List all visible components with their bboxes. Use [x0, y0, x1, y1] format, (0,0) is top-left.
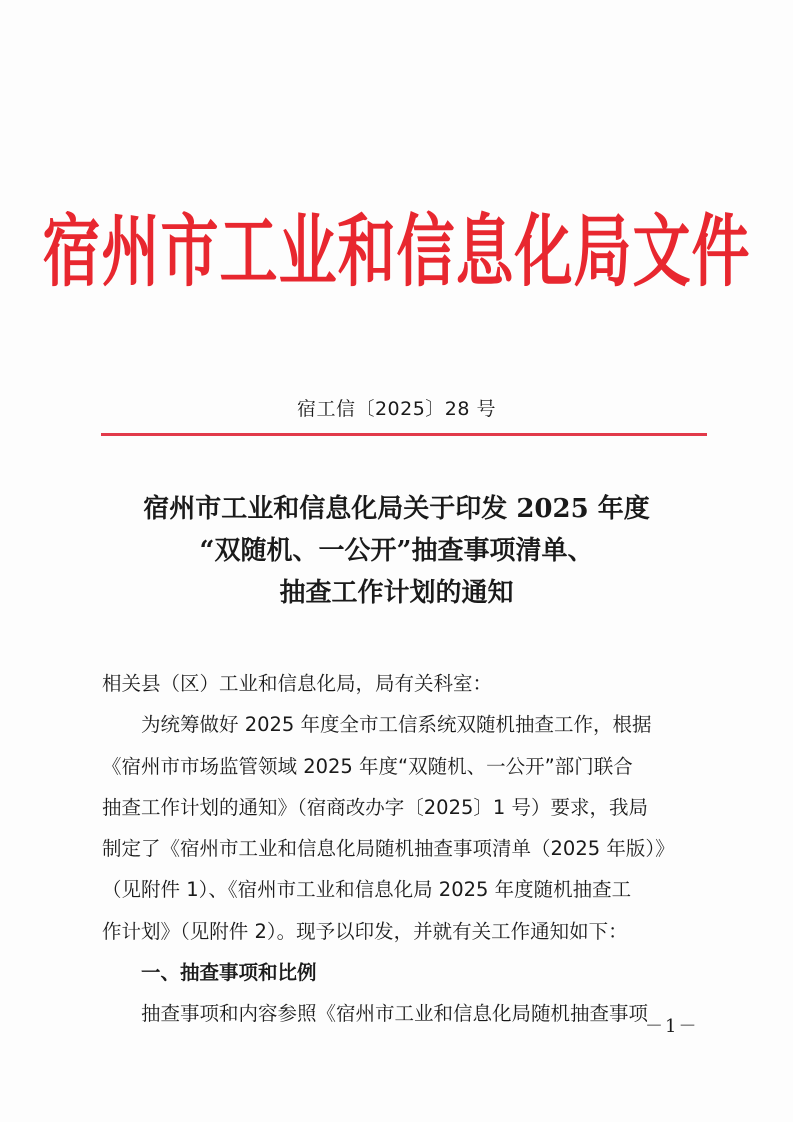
- body-text: [102, 663, 702, 1035]
- document-header-title: 宿州市工业和信息化局文件: [42, 205, 751, 298]
- red-separator-line: [101, 433, 707, 436]
- notice-title-line-3: 抽查工作计划的通知: [279, 578, 514, 608]
- paragraph-1-line-3: 抽查工作计划的通知》（宿商改办字〔2025〕1 号）要求，我局: [102, 795, 648, 819]
- notice-title-line-1: 宿州市工业和信息化局关于印发 2025 年度: [143, 494, 650, 524]
- paragraph-1-line-1: 为统筹做好 2025 年度全市工信系统双随机抽查工作，根据: [141, 713, 652, 737]
- paragraph-1-line-5: （见附件 1）、《宿州市工业和信息化局 2025 年度随机抽查工: [102, 878, 632, 902]
- section-1-heading: 一、抽查事项和比例: [141, 961, 317, 985]
- salutation: 相关县（区）工业和信息化局，局有关科室：: [102, 672, 493, 695]
- section-1-line-1: 抽查事项和内容参照《宿州市工业和信息化局随机抽查事项: [141, 1002, 649, 1026]
- paragraph-1-line-4: 制定了《宿州市工业和信息化局随机抽查事项清单（2025 年版）》: [102, 837, 675, 861]
- paragraph-1-line-2: 《宿州市市场监管领域 2025 年度“双随机、一公开”部门联合: [102, 754, 633, 778]
- page-number: －1－: [645, 1016, 699, 1037]
- notice-title: [0, 488, 793, 614]
- document-number: 宿工信〔2025〕28 号: [296, 398, 497, 420]
- notice-title-line-2: “双随机、一公开”抽查事项清单、: [199, 536, 594, 566]
- paragraph-1-line-6: 作计划》（见附件 2）。现予以印发，并就有关工作通知如下：: [102, 919, 628, 943]
